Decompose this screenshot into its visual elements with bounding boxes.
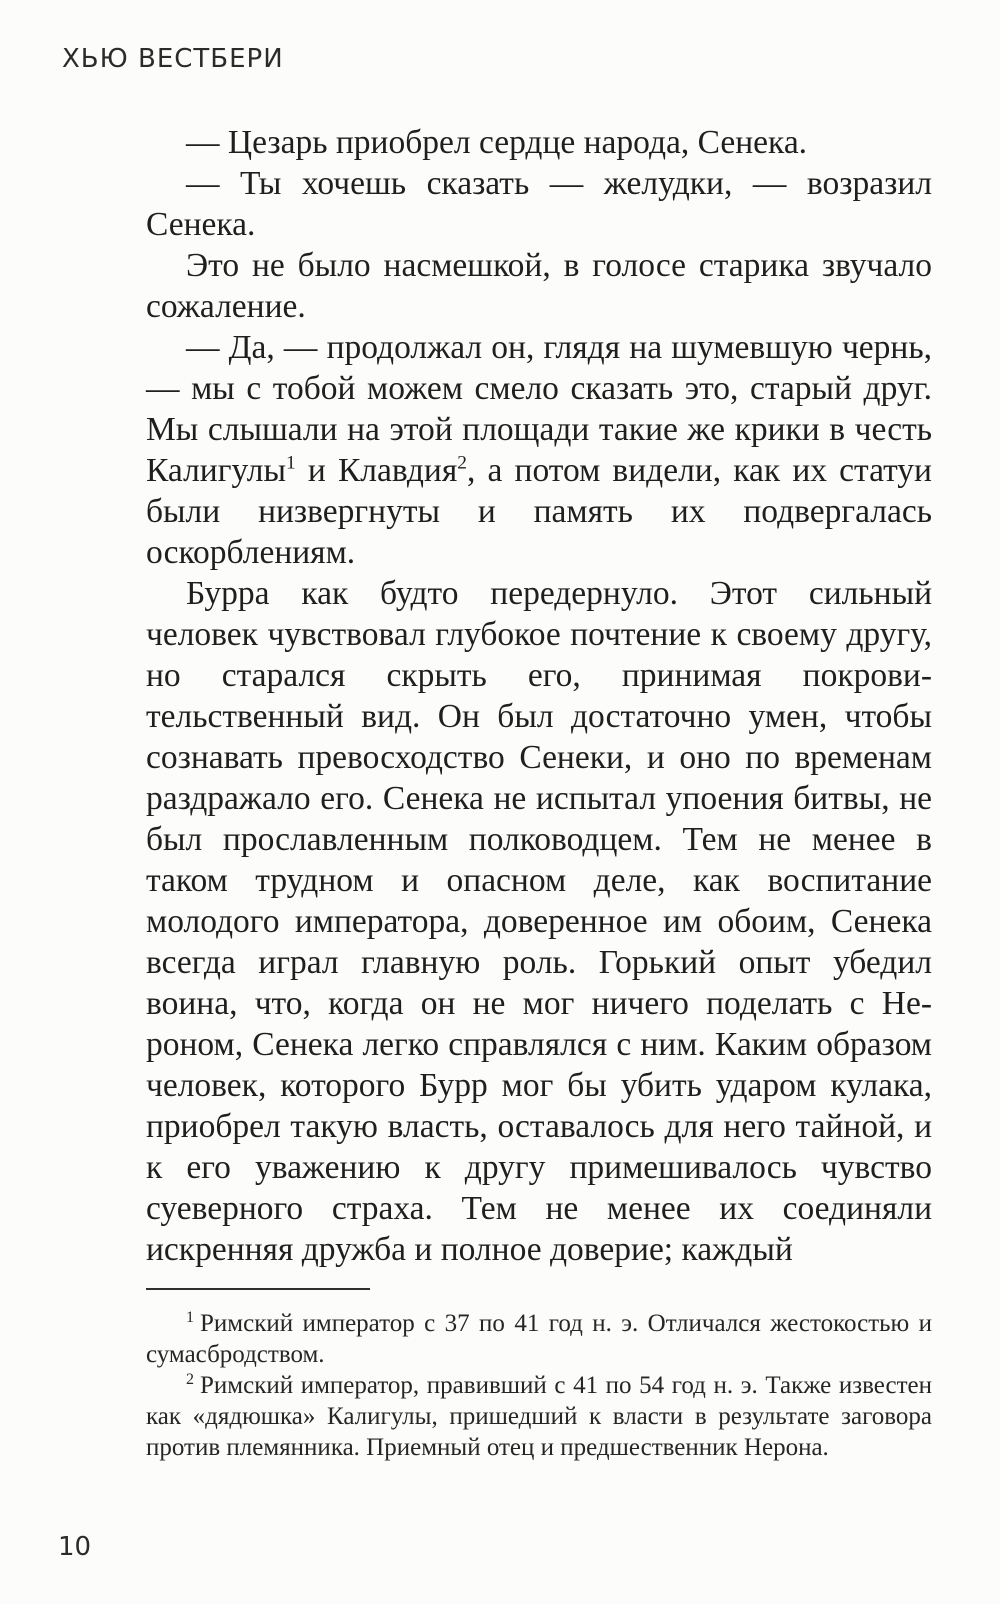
page-number: 10: [58, 1532, 92, 1562]
paragraph-4-part-c: , а потом видели, как их статуи были низвергнуты и память их подвергалась оскорблениям.: [146, 452, 932, 571]
footnote-1: [146, 1308, 932, 1370]
footnote-2: [146, 1370, 932, 1463]
footnote-2-text: Римский император, правивший с 41 по 54 год н. э. Также известен как «дядюшка» Калигулы, пришедший к власти в результате заговора против племянника. Приемный отец и предшественник Нерона.: [146, 1372, 932, 1461]
footnote-2-mark: 2: [186, 1371, 194, 1388]
paragraph-4-part-b: и Клавдия: [295, 452, 458, 489]
paragraph-4: [146, 327, 932, 573]
paragraph-3: Это не было насмешкой, в голосе старика звучало сожаление.: [146, 247, 932, 325]
footnotes: [146, 1308, 932, 1463]
paragraph-4-part-a: — Да, — продолжал он, глядя на шумевшую чернь, — мы с тобой можем смело сказать это, старый друг. Мы слышали на этой площади такие же крики в честь Калигулы: [146, 329, 932, 489]
footnote-divider: [146, 1288, 370, 1290]
running-head: ХЬЮ ВЕСТБЕРИ: [62, 44, 284, 74]
paragraph-5: Бурра как будто передернуло. Этот сильный человек чувствовал глубокое почтение к своему другу, но старался скрыть его, принимая покровительственный вид. Он был достаточно умен, чтобы сознавать превосходство Сенеки, и оно по временам раздражало его. Сенека не испытал упоения битвы, не был прославленным полководцем. Тем не менее в таком трудном и опасном деле, как воспитание молодого императора, доверенное им обоим, Сенека всегда играл главную роль. Горький опыт убедил воина, что, когда он не мог ничего поделать с Нероном, Сенека легко справлялся с ним. Каким образом человек, которого Бурр мог бы убить ударом кулака, приобрел такую власть, оставалось для него тайной, и к его уважению к другу примешивалось чувство суеверного страха. Тем не менее их соединяли искренняя дружба и полное доверие; каждый: [146, 575, 932, 1268]
paragraph-2: — Ты хочешь сказать — желудки, — возразил Сенека.: [146, 165, 932, 243]
paragraph-1: — Цезарь приобрел сердце народа, Сенека.: [186, 124, 808, 161]
footnote-ref-1[interactable]: 1: [285, 452, 296, 474]
footnote-ref-2[interactable]: 2: [457, 452, 467, 474]
main-text: [146, 122, 932, 1270]
footnote-1-mark: 1: [186, 1309, 194, 1326]
footnote-1-text: Римский император с 37 по 41 год н. э. Отличался жестокостью и сумасбродством.: [146, 1310, 932, 1368]
